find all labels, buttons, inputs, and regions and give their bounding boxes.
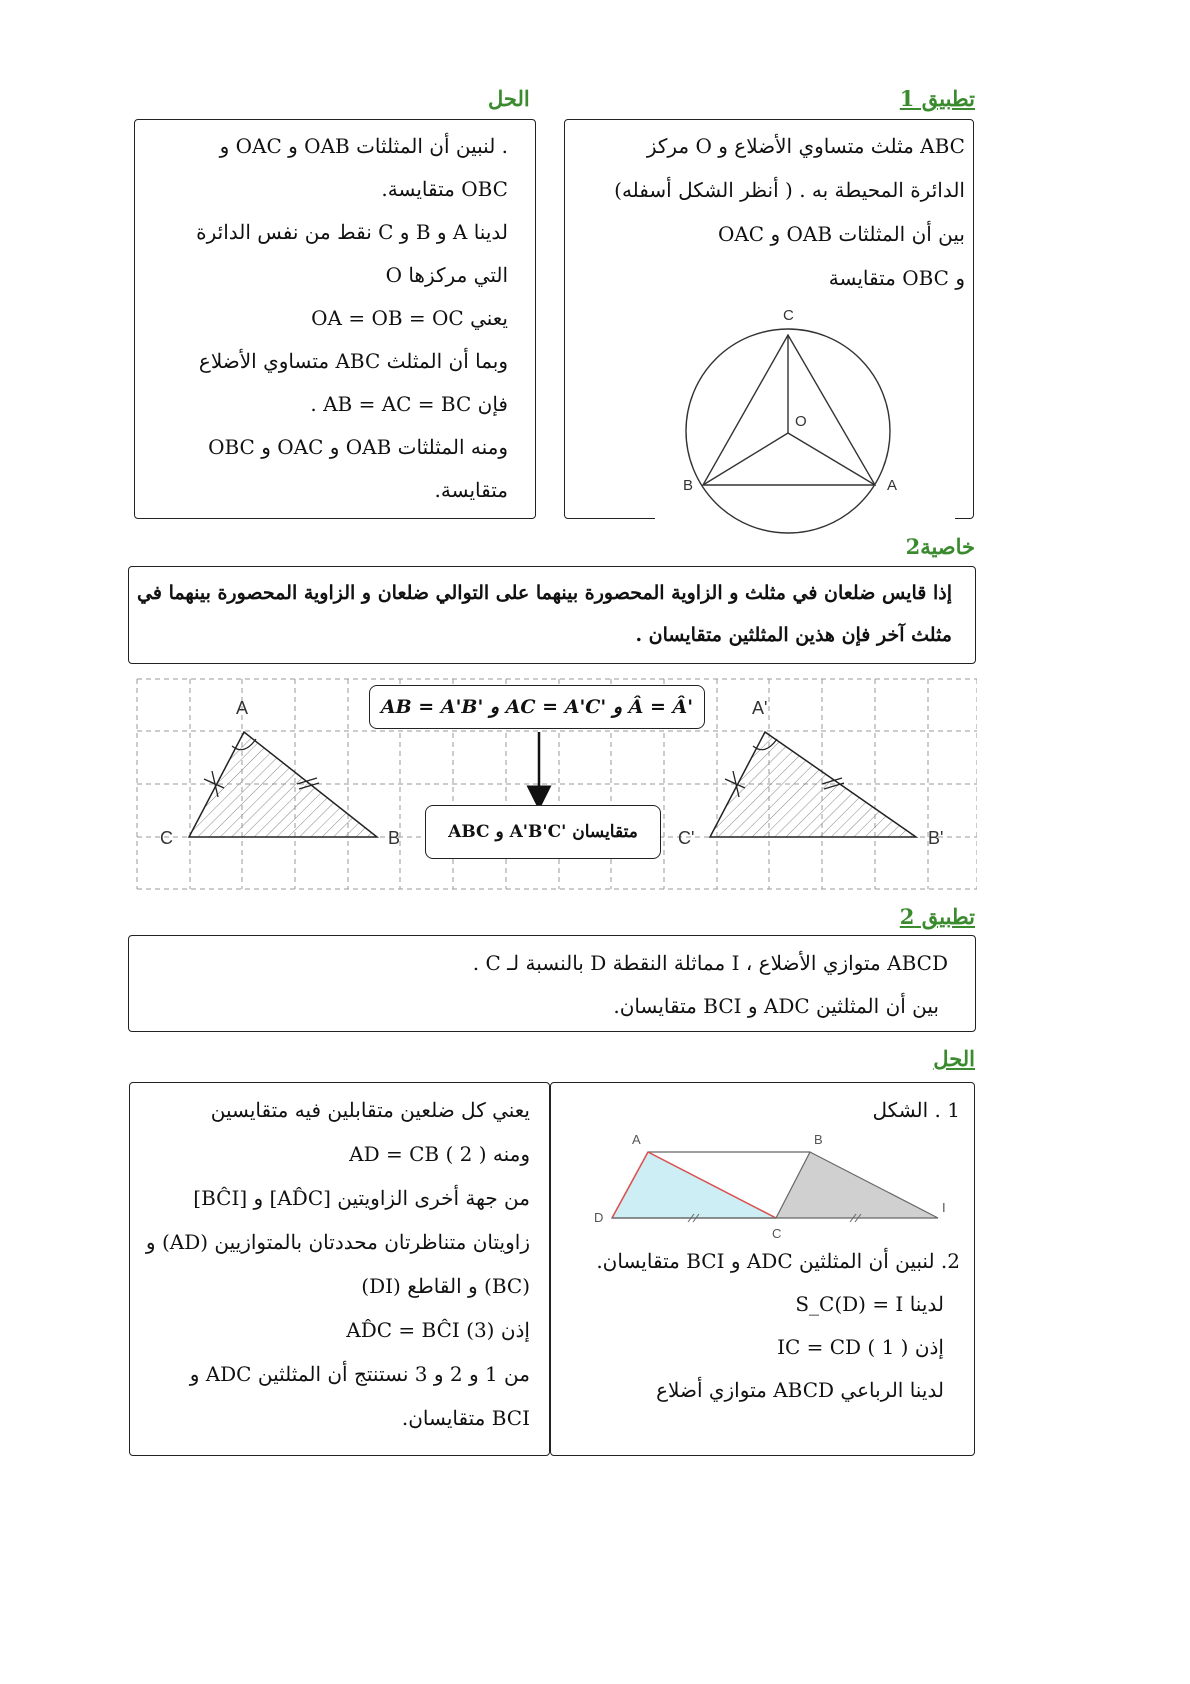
- sol1-line-1: . لنبين أن المثلثات OAB و OAC و: [219, 134, 508, 158]
- sol2-right-line-1: 1 . الشكل: [872, 1098, 960, 1122]
- conclusion-box: [425, 805, 661, 859]
- solution-1-title: الحل: [488, 86, 530, 111]
- left-label-A: A: [236, 698, 249, 718]
- sol2-left-line-1: يعني كل ضلعين متقابلين فيه متقايسين: [210, 1098, 530, 1122]
- label-B: B: [683, 477, 694, 494]
- app1-line-1: ABC مثلث متساوي الأضلاع و O مركز: [646, 134, 965, 158]
- sol2-left-line-3: من جهة أخرى الزاويتين [AD̂C] و [BĈI]: [193, 1186, 530, 1210]
- fig-label-A: A: [632, 1132, 641, 1147]
- sol1-line-5: يعني OA = OB = OC: [311, 306, 508, 330]
- parallelogram-figure: [588, 1126, 958, 1246]
- fig-label-D: D: [594, 1210, 604, 1225]
- application-1-title: تطبيق 1: [899, 86, 975, 111]
- conclusion-text: ABC و A'B'C' متقايسان: [448, 822, 638, 842]
- right-label-A: A': [752, 698, 768, 718]
- sol2-right-line-3: لدينا S_C(D) = I: [795, 1292, 944, 1316]
- left-label-B: B: [388, 828, 401, 848]
- label-O: O: [795, 413, 807, 430]
- app1-line-4: و OBC متقايسة: [828, 266, 965, 290]
- fig-label-I: I: [942, 1200, 946, 1215]
- app1-line-2: الدائرة المحيطة به . ( أنظر الشكل أسفله): [614, 178, 965, 202]
- prop2-line-1: إذا قايس ضلعان في مثلث و الزاوية المحصورة بينهما على التوالي ضلعان و الزاوية المحصورة بينهما في: [137, 582, 952, 604]
- app2-line-1: ABCD متوازي الأضلاع ، I مماثلة النقطة D بالنسبة لـ C .: [472, 951, 948, 975]
- sol1-line-8: ومنه المثلثات OAB و OAC و OBC: [208, 435, 508, 459]
- app2-line-2: بين أن المثلثين ADC و BCI متقايسان.: [613, 994, 939, 1018]
- sol2-left-line-6: إذن AD̂C = BĈI (3): [346, 1318, 530, 1342]
- solution-2-title: الحل: [933, 1046, 975, 1071]
- right-label-B: B': [928, 828, 944, 848]
- property-2-title: خاصية2: [905, 534, 975, 559]
- sol2-left-line-2: ومنه AD = CB ( 2 ): [349, 1142, 530, 1166]
- fig-label-B: B: [814, 1132, 823, 1147]
- solution-2-left-box: [129, 1082, 550, 1456]
- sol2-left-line-4: زاويتان متناظرتان محددتان بالمتوازيين (AD) و: [145, 1230, 530, 1254]
- sol2-left-line-7: من 1 و 2 و 3 نستنتج أن المثلثين ADC و: [189, 1362, 530, 1386]
- sol2-left-line-5: (BC) و القاطع (DI): [361, 1274, 530, 1298]
- sol2-left-line-8: BCI متقايسان.: [401, 1406, 530, 1430]
- sol2-right-line-5: لدينا الرباعي ABCD متوازي أضلاع: [656, 1378, 944, 1402]
- sol1-line-2: OBC متقايسة.: [381, 177, 508, 201]
- condition-text: AB = A'B' و AC = A'C' و Â = Â': [380, 696, 694, 718]
- circumcircle-figure: [655, 300, 955, 550]
- app1-line-3: بين أن المثلثات OAB و OAC: [717, 222, 965, 246]
- sol1-line-4: التي مركزها O: [385, 263, 508, 287]
- application-2-title: تطبيق 2: [899, 904, 975, 929]
- sol2-right-line-4: إذن IC = CD ( 1 ): [777, 1335, 944, 1359]
- right-label-C: C': [678, 828, 695, 848]
- label-C: C: [783, 307, 794, 324]
- label-A: A: [887, 477, 898, 494]
- fig-label-C: C: [772, 1226, 782, 1241]
- sol1-line-3: لدينا A و B و C نقط من نفس الدائرة: [196, 220, 508, 244]
- property-2-box: [128, 566, 976, 664]
- left-label-C: C: [160, 828, 173, 848]
- sol1-line-7: فإن AB = AC = BC .: [310, 392, 508, 416]
- prop2-line-2: مثلث آخر فإن هذين المثلثين متقايسان .: [635, 624, 952, 646]
- sol1-line-6: وبما أن المثلث ABC متساوي الأضلاع: [198, 349, 508, 373]
- sol1-line-9: متقايسة.: [434, 478, 508, 502]
- sol2-right-line-2: 2. لنبين أن المثلثين ADC و BCI متقايسان.: [596, 1249, 960, 1273]
- condition-box: [369, 685, 705, 729]
